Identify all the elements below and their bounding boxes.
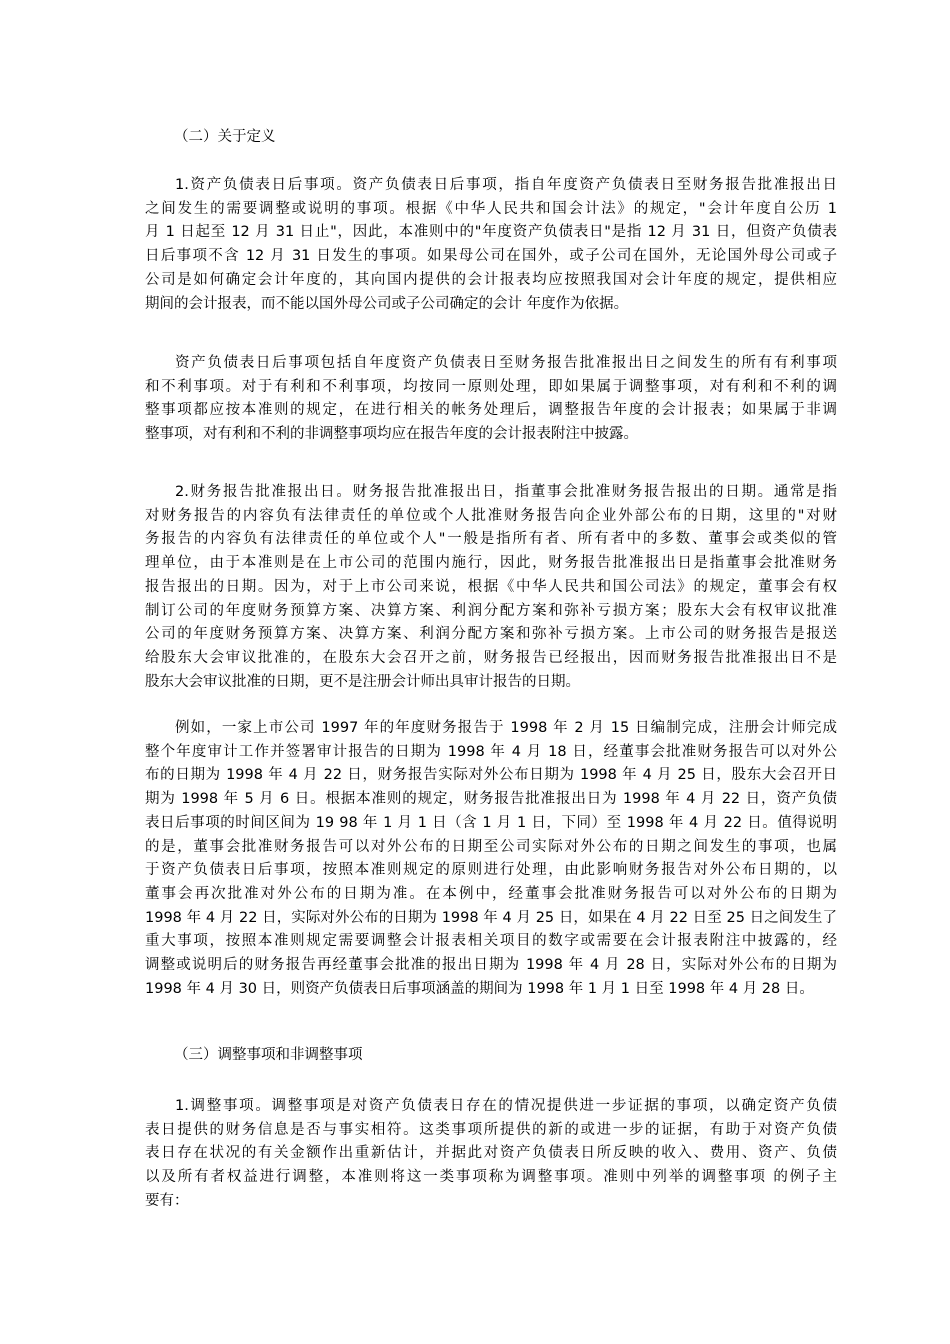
text-line: 1.资产负债表日后事项。资产负债表日后事项，指自年度资产负债表日至财务报告批准报出日 — [175, 177, 837, 193]
text-line: 要有： — [145, 1192, 189, 1209]
paragraph-report-approval-date — [145, 481, 837, 694]
section-heading-adjusting-events: （三）调整事项和非调整事项 — [174, 1047, 363, 1063]
text-line: 表日提供的财务信息是否与事实相符。这类事项所提供的新的或进一步的证据，有助于对资产负债 — [145, 1121, 837, 1138]
text-line: 对财务报告的内容负有法律责任的单位或个人批准财务报告向企业外部公布的日期，这里的"对财 — [145, 507, 837, 524]
text-line: 月 1 日起至 12 月 31 日止"，因此，本准则中的"年度资产负债表日"是指 12 月 31 日，但资产负债表 — [145, 224, 837, 241]
paragraph-adjusting-events — [145, 1095, 837, 1214]
text-line: 公司是如何确定会计年度的，其向国内提供的会计报表均应按照我国对会计年度的规定，提供相应 — [145, 271, 837, 288]
text-line: 股东大会审议批准的日期，更不是注册会计师出具审计报告的日期。 — [145, 673, 580, 690]
text-line: 整事项，对有利和不利的非调整事项均应在报告年度的会计报表附注中披露。 — [145, 426, 638, 443]
text-line: 给股东大会审议批准的，在股东大会召开之前，财务报告已经报出，因而财务报告批准报出日不是 — [145, 649, 837, 666]
paragraph-example-1998 — [145, 717, 837, 1001]
text-line: 董事会再次批准对外公布的日期为准。在本例中，经董事会批准财务报告可以对外公布的日期为 — [145, 885, 837, 902]
text-line: 1998 年 4 月 22 日，实际对外公布的日期为 1998 年 4 月 25 日，如果在 4 月 22 日至 25 日之间发生了 — [145, 909, 837, 926]
text-line: 2.财务报告批准报出日。财务报告批准报出日，指董事会批准财务报告报出的日期。通常是指 — [175, 484, 837, 500]
text-line: 1.调整事项。调整事项是对资产负债表日存在的情况提供进一步证据的事项，以确定资产负债 — [175, 1098, 837, 1114]
text-line: 重大事项，按照本准则规定需要调整会计报表相关项目的数字或需要在会计报表附注中披露的，经 — [145, 933, 837, 950]
section-heading-definitions: （二）关于定义 — [174, 129, 276, 145]
text-line: 整个年度审计工作并签署审计报告的日期为 1998 年 4 月 18 日，经董事会批准财务报告可以对外公 — [145, 743, 837, 760]
text-line: 以及所有者权益进行调整，本准则将这一类事项称为调整事项。准则中列举的调整事项 的例子主 — [145, 1169, 837, 1186]
paragraph-favorable-unfavorable-events — [145, 352, 837, 447]
text-line: 日后事项不含 12 月 31 日发生的事项。如果母公司在国外，或子公司在国外，无论国外母公司或子 — [145, 248, 837, 265]
text-line: 表日后事项的时间区间为 19 98 年 1 月 1 日（含 1 月 1 日，下同）至 1998 年 4 月 22 日。值得说明 — [145, 814, 837, 831]
text-line: 和不利事项。对于有利和不利事项，均按同一原则处理，即如果属于调整事项，对有利和不利的调 — [145, 378, 837, 395]
text-line: 布的日期为 1998 年 4 月 22 日，财务报告实际对外公布日期为 1998 年 4 月 25 日，股东大会召开日 — [145, 767, 837, 784]
text-line: 于资产负债表日后事项，按照本准则规定的原则进行处理，由此影响财务报告对外公布日期的，以 — [145, 862, 837, 879]
paragraph-subsequent-events-definition — [145, 174, 837, 316]
text-line: 之间发生的需要调整或说明的事项。根据《中华人民共和国会计法》的规定，"会计年度自公历 1 — [145, 200, 837, 217]
text-line: 整事项都应按本准则的规定，在进行相关的帐务处理后，调整报告年度的会计报表；如果属于非调 — [145, 402, 837, 419]
text-line: 例如，一家上市公司 1997 年的年度财务报告于 1998 年 2 月 15 日编制完成，注册会计师完成 — [175, 720, 837, 736]
text-line: 报告报出的日期。因为，对于上市公司来说，根据《中华人民共和国公司法》的规定，董事会有权 — [145, 578, 837, 595]
text-line: 期为 1998 年 5 月 6 日。根据本准则的规定，财务报告批准报出日为 1998 年 4 月 22 日，资产负债 — [145, 791, 837, 808]
text-line: 的是，董事会批准财务报告可以对外公布的日期至公司实际对外公布的日期之间发生的事项，也属 — [145, 838, 837, 855]
text-line: 调整或说明后的财务报告再经董事会批准的报出日期为 1998 年 4 月 28 日，实际对外公布的日期为 — [145, 957, 837, 974]
text-line: 制订公司的年度财务预算方案、决算方案、利润分配方案和弥补亏损方案；股东大会有权审议批准 — [145, 602, 837, 619]
text-line: 1998 年 4 月 30 日，则资产负债表日后事项涵盖的期间为 1998 年 1 月 1 日至 1998 年 4 月 28 日。 — [145, 980, 814, 997]
text-line: 资产负债表日后事项包括自年度资产负债表日至财务报告批准报出日之间发生的所有有利事项 — [175, 355, 837, 371]
text-line: 公司的年度财务预算方案、决算方案、利润分配方案和弥补亏损方案。上市公司的财务报告是报送 — [145, 626, 837, 643]
text-line: 期间的会计报表，而不能以国外母公司或子公司确定的会计 年度作为依据。 — [145, 295, 629, 312]
text-line: 表日存在状况的有关金额作出重新估计，并据此对资产负债表日所反映的收入、费用、资产、负债 — [145, 1145, 837, 1162]
text-line: 务报告的内容负有法律责任的单位或个人"一般是指所有者、所有者中的多数、董事会或类似的管 — [145, 531, 837, 548]
text-line: 理单位，由于本准则是在上市公司的范围内施行，因此，财务报告批准报出日是指董事会批准财务 — [145, 555, 837, 572]
